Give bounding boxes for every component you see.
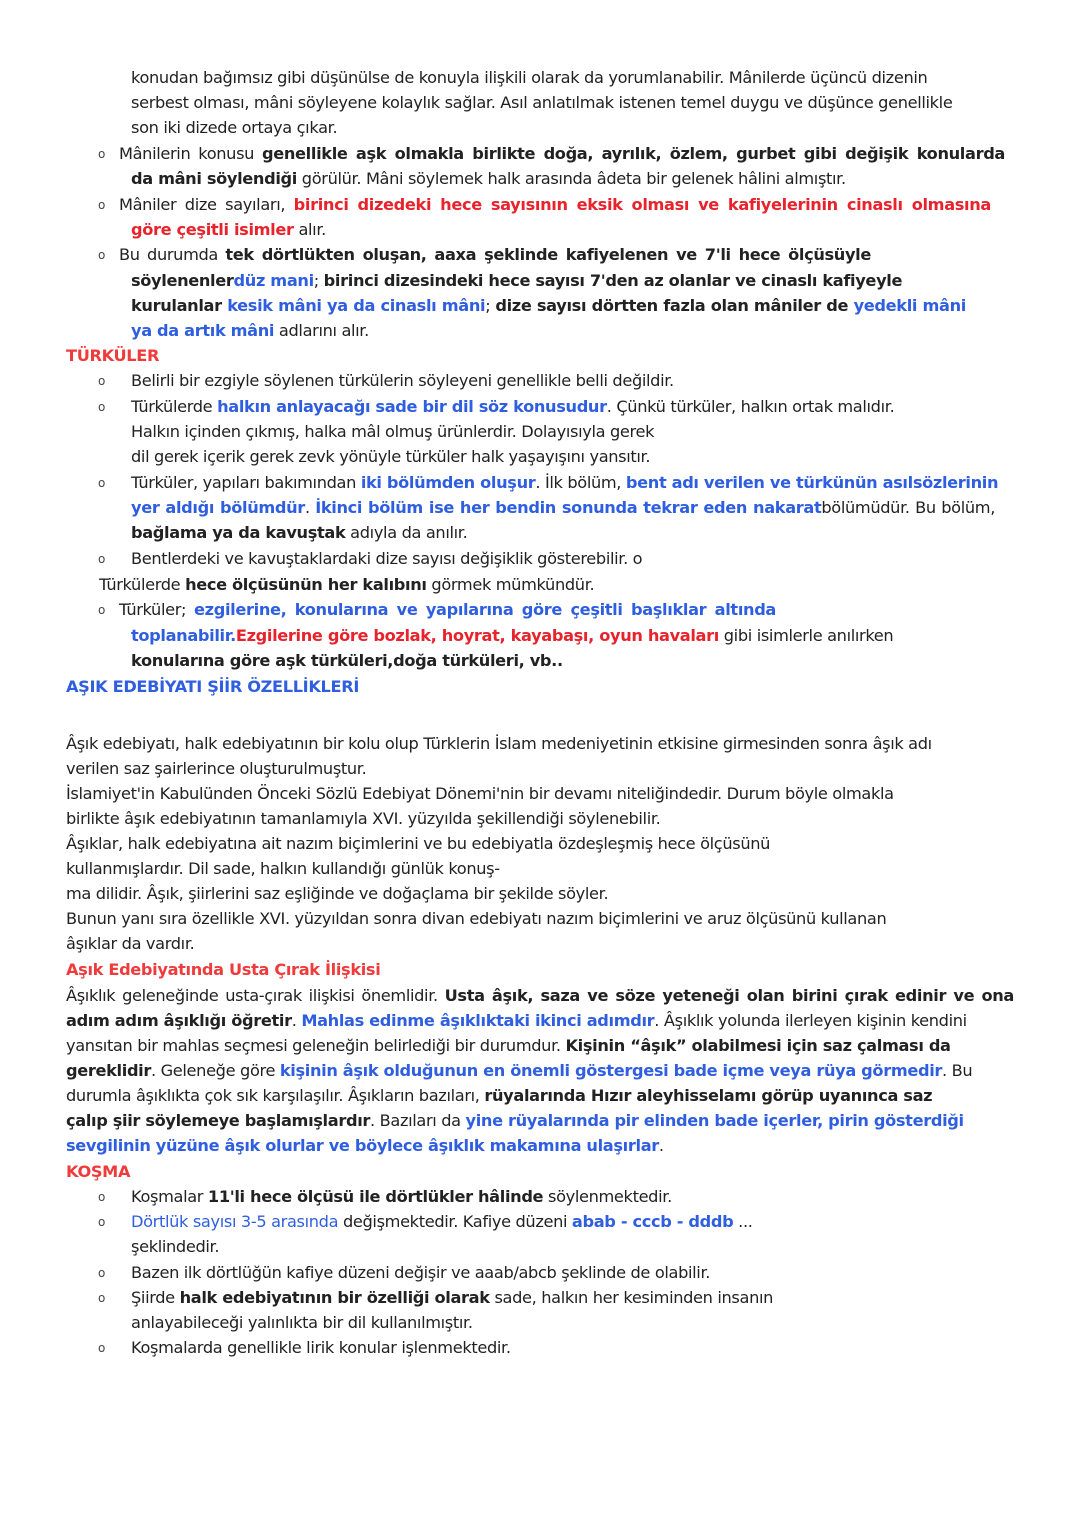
asik-paragraph-line-5: Âşıklar, halk edebiyatına ait nazım biçimlerini ve bu edebiyatla özdeşleşmiş hece ölçüsünü — [66, 834, 771, 853]
text-bold: Usta âşık, saza ve söze yeteneği olan birini çırak edinir ve ona — [444, 986, 1014, 1005]
text-blue: iki bölümden oluşur — [360, 473, 536, 492]
text-run: Âşıklık geleneğinde usta-çırak ilişkisi önemlidir. — [66, 986, 445, 1005]
text-bold: halk edebiyatının bir özelliği olarak — [179, 1288, 490, 1307]
text-bold: tek dörtlükten oluşan, aaxa şeklinde kafiyelenen ve 7'li hece ölçüsüyle — [225, 245, 872, 264]
bullet-icon: o — [98, 374, 106, 388]
text-blue: yine rüyalarında pir elinden bade içerler, pirin gösterdiği — [465, 1111, 964, 1130]
text-bold: hece ölçüsünün her kalıbını — [185, 575, 427, 594]
turku-bullet-1: Belirli bir ezgiyle söylenen türkülerin söyleyeni genellikle belli değildir. — [131, 371, 674, 390]
text-run: ; — [485, 296, 496, 315]
text-run: görmek mümkündür. — [426, 575, 595, 594]
turku-bullet-6-text — [119, 597, 776, 622]
text-run: Mâniler dize sayıları, — [119, 195, 294, 214]
text-run: Türkülerde — [99, 575, 186, 594]
usta-cirak-line-5 — [66, 1083, 932, 1108]
text-run: adıyla da anılır. — [345, 523, 468, 542]
turku-bullet-2-line-2: Halkın içinden çıkmış, halka mâl olmuş ürünlerdir. Dolayısıyla gerek — [131, 422, 655, 441]
asik-paragraph-line-1: Âşık edebiyatı, halk edebiyatının bir kolu olup Türklerin İslam medeniyetinin etkisine girmesinden sonra âşık adı — [66, 734, 932, 753]
text-blue: Dörtlük sayısı 3-5 arasında — [131, 1212, 339, 1231]
mani-intro-line-2: serbest olması, mâni söyleyene kolaylık sağlar. Asıl anlatılmak istenen temel duygu ve düşünce genellikle — [131, 93, 953, 112]
text-run: . Bu — [942, 1061, 973, 1080]
text-blue: kişinin âşık olduğunun en önemli göstergesi bade içme veya rüya görmedir — [279, 1061, 943, 1080]
text-red-bold: Ezgilerine göre bozlak, hoyrat, kayabaşı, oyun havaları — [235, 626, 719, 645]
text-bold: genellikle aşk olmakla birlikte doğa, ayrılık, özlem, gurbet gibi değişik konularda — [262, 144, 1006, 163]
mani-bullet-1-line-1 — [119, 141, 1005, 166]
text-run: Şiirde — [131, 1288, 180, 1307]
text-blue: sevgilinin yüzüne âşık olurlar ve böylece âşıklık makamına ulaşırlar — [66, 1136, 659, 1155]
text-run: . İlk bölüm, — [535, 473, 626, 492]
text-blue: bent adı verilen ve türkünün asılsözlerinin — [625, 473, 999, 492]
text-blue: kesik mâni ya da cinaslı mâni — [227, 296, 486, 315]
text-run: . — [658, 1136, 664, 1155]
text-blue: düz mani — [233, 271, 314, 290]
text-run: . Çünkü türküler, halkın ortak malıdır. — [606, 397, 895, 416]
kosma-bullet-5: Koşmalarda genellikle lirik konular işlenmektedir. — [131, 1338, 511, 1357]
mani-bullet-1-text — [119, 141, 1005, 166]
usta-cirak-line-1 — [66, 983, 1014, 1008]
text-bold: çalıp şiir söylemeye başlamışlardır — [66, 1111, 371, 1130]
mani-bullet-3-line-1 — [119, 242, 871, 267]
mani-bullet-3-line-2 — [131, 268, 902, 293]
bullet-icon: o — [98, 1215, 106, 1229]
text-run: Türküler, yapıları bakımından — [131, 473, 361, 492]
text-run: ... — [733, 1212, 753, 1231]
turku-bullet-3-line-3 — [131, 520, 467, 545]
mani-bullet-3-line-3-text — [131, 293, 966, 318]
bullet-icon: o — [98, 1291, 106, 1305]
bullet-icon: o — [98, 476, 106, 490]
mani-intro-line-1: konudan bağımsız gibi düşünülse de konuyla ilişkili olarak da yorumlanabilir. Mânilerde üçüncü dizenin — [131, 68, 928, 87]
mani-bullet-2-text — [119, 192, 991, 217]
usta-cirak-line-2 — [66, 1008, 967, 1033]
text-bold: rüyalarında Hızır aleyhisselamı görüp uyanınca saz — [484, 1086, 933, 1105]
bullet-icon: o — [98, 147, 106, 161]
mani-intro-line-3: son iki dizede ortaya çıkar. — [131, 118, 338, 137]
usta-cirak-line-7 — [66, 1133, 664, 1158]
asik-paragraph-line-8: Bunun yanı sıra özellikle XVI. yüzyıldan sonra divan edebiyatı nazım biçimlerini ve aruz ölçüsünü kullanan — [66, 909, 887, 928]
bullet-icon: o — [98, 400, 106, 414]
text-run: . Bazıları da — [370, 1111, 466, 1130]
bullet-icon: o — [98, 1341, 106, 1355]
text-blue: İkinci bölüm ise her bendin sonunda tekrar eden nakarat — [315, 498, 822, 517]
text-bold: 11'li hece ölçüsü ile dörtlükler hâlinde — [207, 1187, 544, 1206]
text-run: sade, halkın her kesiminden insanın — [489, 1288, 774, 1307]
mani-bullet-1-line-2 — [131, 166, 846, 191]
mani-bullet-3-line-3 — [131, 293, 966, 318]
text-bold: söylenenler — [131, 271, 234, 290]
text-run: görülür. Mâni söylemek halk arasında âdeta bir gelenek hâlini almıştır. — [296, 169, 846, 188]
text-bold: da mâni söylendiği — [131, 169, 297, 188]
text-red-bold: birinci dizedeki hece sayısının eksik olması ve kafiyelerinin cinaslı olmasına — [293, 195, 991, 214]
asik-paragraph-line-6: kullanmışlardır. Dil sade, halkın kullandığı günlük konuş- — [66, 859, 500, 878]
turku-bullet-3-line-1 — [131, 470, 998, 495]
mani-bullet-2-line-1 — [119, 192, 991, 217]
heading-turkuler: TÜRKÜLER — [66, 346, 160, 365]
text-run: ; — [313, 271, 324, 290]
text-blue: ezgilerine, konularına ve yapılarına göre çeşitli başlıklar altında — [194, 600, 776, 619]
mani-bullet-3-line-4 — [131, 318, 369, 343]
mani-bullet-3-text — [119, 242, 871, 267]
text-blue: abab - cccb - dddb — [571, 1212, 734, 1231]
kosma-bullet-2-line-1 — [131, 1209, 753, 1234]
text-run: . — [304, 498, 316, 517]
bullet-icon: o — [98, 1190, 106, 1204]
turku-bullet-3-line-2-text — [131, 495, 995, 520]
text-run: adlarını alır. — [274, 321, 369, 340]
kosma-bullet-3: Bazen ilk dörtlüğün kafiye düzeni değişir ve aaab/abcb şeklinde de olabilir. — [131, 1263, 711, 1282]
asik-paragraph-line-2: verilen saz şairlerince oluşturulmuştur. — [66, 759, 367, 778]
text-bold: kurulanlar — [131, 296, 228, 315]
text-run: Mânilerin konusu — [119, 144, 263, 163]
turku-line-5 — [99, 572, 594, 597]
heading-kosma: KOŞMA — [66, 1162, 131, 1181]
turku-bullet-3-line-2 — [131, 495, 995, 520]
text-red-bold: göre çeşitli isimler — [131, 220, 294, 239]
turku-bullet-6-line-3: konularına göre aşk türküleri,doğa türküleri, vb.. — [131, 651, 563, 670]
text-blue: toplanabilir. — [131, 626, 236, 645]
usta-cirak-line-3 — [66, 1033, 951, 1058]
turku-bullet-4: Bentlerdeki ve kavuştaklardaki dize sayısı değişiklik gösterebilir. o — [131, 549, 643, 568]
turku-bullet-6-line-1 — [119, 597, 776, 622]
text-run: söylenmektedir. — [543, 1187, 672, 1206]
text-run: . — [291, 1011, 302, 1030]
asik-paragraph-line-7: ma dilidir. Âşık, şiirlerini saz eşliğinde ve doğaçlama bir şekilde söyler. — [66, 884, 609, 903]
heading-usta-cirak: Aşık Edebiyatında Usta Çırak İlişkisi — [66, 960, 381, 979]
text-blue: halkın anlayacağı sade bir dil söz konusudur — [217, 397, 607, 416]
bullet-icon: o — [98, 552, 106, 566]
kosma-bullet-4-line-2: anlayabileceği yalınlıkta bir dil kullanılmıştır. — [131, 1313, 473, 1332]
text-run: . Geleneğe göre — [151, 1061, 280, 1080]
usta-cirak-line-1-text — [66, 983, 1014, 1008]
text-bold: adım adım âşıklığı öğretir — [66, 1011, 292, 1030]
bullet-icon: o — [98, 603, 106, 617]
turku-bullet-3-text — [131, 470, 998, 495]
text-bold: Kişinin “âşık” olabilmesi için saz çalması da — [565, 1036, 951, 1055]
text-run: . Âşıklık yolunda ilerleyen kişinin kendini — [654, 1011, 967, 1030]
bullet-icon: o — [98, 248, 106, 262]
text-run: yansıtan bir mahlas seçmesi geleneğin belirlediği bir durumdur. — [66, 1036, 566, 1055]
asik-paragraph-line-4: birlikte âşık edebiyatının tamanlamıyla XVI. yüzyılda şekillendiği söylenebilir. — [66, 809, 661, 828]
text-bold: dize sayısı dörtten fazla olan mâniler de — [495, 296, 854, 315]
turku-bullet-2-line-1 — [131, 394, 894, 419]
text-run: Türküler; — [119, 600, 195, 619]
kosma-bullet-4-line-1 — [131, 1285, 773, 1310]
text-blue: yer aldığı bölümdür — [131, 498, 305, 517]
bullet-icon: o — [98, 1266, 106, 1280]
usta-cirak-line-6 — [66, 1108, 964, 1133]
text-bold: bağlama ya da kavuştak — [131, 523, 346, 542]
kosma-bullet-2-line-2: şeklindedir. — [131, 1237, 220, 1256]
asik-paragraph-line-3: İslamiyet'in Kabulünden Önceki Sözlü Edebiyat Dönemi'nin bir devamı niteliğindedir. Durum böyle olmakla — [66, 784, 894, 803]
text-blue: yedekli mâni — [853, 296, 967, 315]
text-bold: gereklidir — [66, 1061, 152, 1080]
text-run: değişmektedir. Kafiye düzeni — [338, 1212, 572, 1231]
turku-bullet-2-line-3: dil gerek içerik gerek zevk yönüyle türküler halk yaşayışını yansıtır. — [131, 447, 651, 466]
text-run: gibi isimlerle anılırken — [718, 626, 894, 645]
text-blue: Mahlas edinme âşıklıktaki ikinci adımdır — [301, 1011, 655, 1030]
kosma-bullet-1 — [131, 1184, 672, 1209]
usta-cirak-line-4 — [66, 1058, 972, 1083]
bullet-icon: o — [98, 198, 106, 212]
text-run: Koşmalar — [131, 1187, 208, 1206]
text-run: Türkülerde — [131, 397, 218, 416]
text-bold: birinci dizesindeki hece sayısı 7'den az olanlar ve cinaslı kafiyeyle — [323, 271, 903, 290]
mani-bullet-2-line-2 — [131, 217, 326, 242]
text-run: alır. — [293, 220, 326, 239]
turku-bullet-6-line-2 — [131, 623, 893, 648]
heading-asik-edebiyati: AŞIK EDEBİYATI ŞİİR ÖZELLİKLERİ — [66, 677, 360, 696]
text-run: durumla âşıklıkta çok sık karşılaşılır. Âşıkların bazıları, — [66, 1086, 485, 1105]
text-run: bölümüdür. Bu bölüm, — [821, 498, 996, 517]
text-run: Bu durumda — [119, 245, 226, 264]
asik-paragraph-line-9: âşıklar da vardır. — [66, 934, 195, 953]
text-blue: ya da artık mâni — [131, 321, 275, 340]
